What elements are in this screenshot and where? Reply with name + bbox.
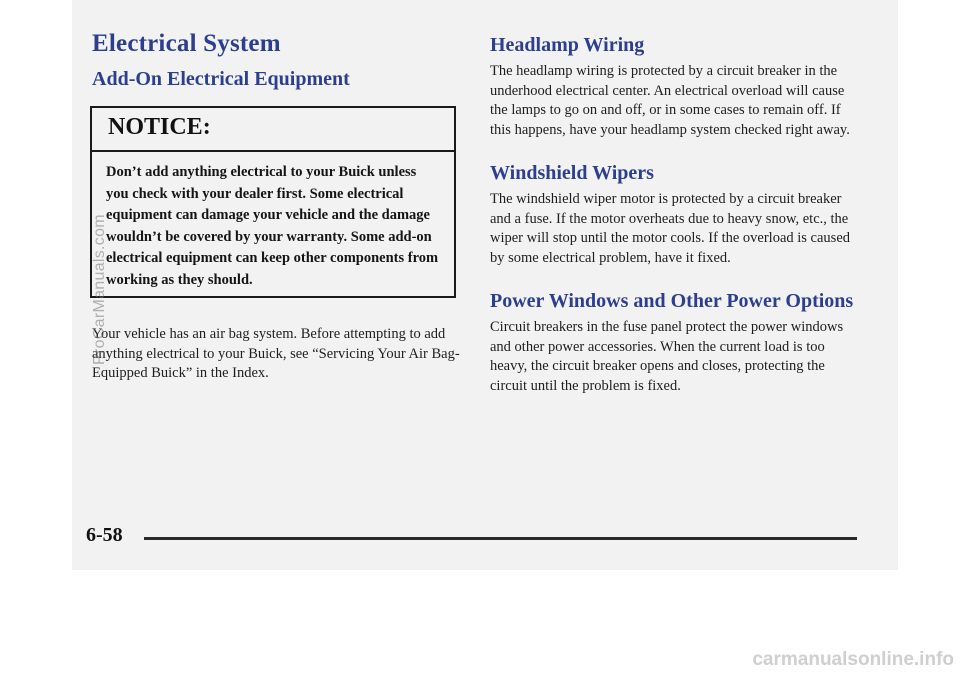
footer-divider (144, 537, 857, 540)
addon-equipment-heading: Add-On Electrical Equipment (92, 68, 350, 90)
headlamp-wiring-paragraph: The headlamp wiring is protected by a circuit breaker in the underhood electrical center. An electrical overload will cause the lamps to go on and off, or in some cases to remain off. If this happens, have your headlamp system checked right away. (490, 63, 850, 138)
page-number: 6-58 (86, 524, 123, 546)
notice-box (90, 106, 456, 298)
section-title: Electrical System (92, 30, 281, 57)
notice-label: NOTICE: (92, 108, 454, 152)
power-options-heading: Power Windows and Other Power Options (490, 290, 854, 312)
airbag-paragraph: Your vehicle has an air bag system. Before attempting to add anything electrical to your Buick, see “Servicing Your Air Bag-Equipped Buick” in the Index. (92, 326, 460, 382)
site-watermark: carmanualsonline.info (752, 649, 954, 670)
vertical-watermark: ProCarManuals.com (91, 214, 108, 365)
notice-text: Don’t add anything electrical to your Buick unless you check with your dealer first. Some electrical equipment can damage your vehicle and the damage wouldn’t be covered by your warranty. Some add-on electrical equipment can keep other components from working as they should. (106, 164, 439, 288)
power-options-paragraph: Circuit breakers in the fuse panel protect the power windows and other power accessories. When the current load is too heavy, the circuit breaker opens and closes, protecting the circuit until the problem is fixed. (490, 319, 844, 394)
windshield-wipers-paragraph: The windshield wiper motor is protected by a circuit breaker and a fuse. If the motor overheats due to heavy snow, etc., the wiper will stop until the motor cools. If the overload is caused by some electrical problem, have it fixed. (490, 191, 851, 266)
headlamp-wiring-heading: Headlamp Wiring (490, 34, 645, 56)
windshield-wipers-heading: Windshield Wipers (490, 162, 654, 184)
